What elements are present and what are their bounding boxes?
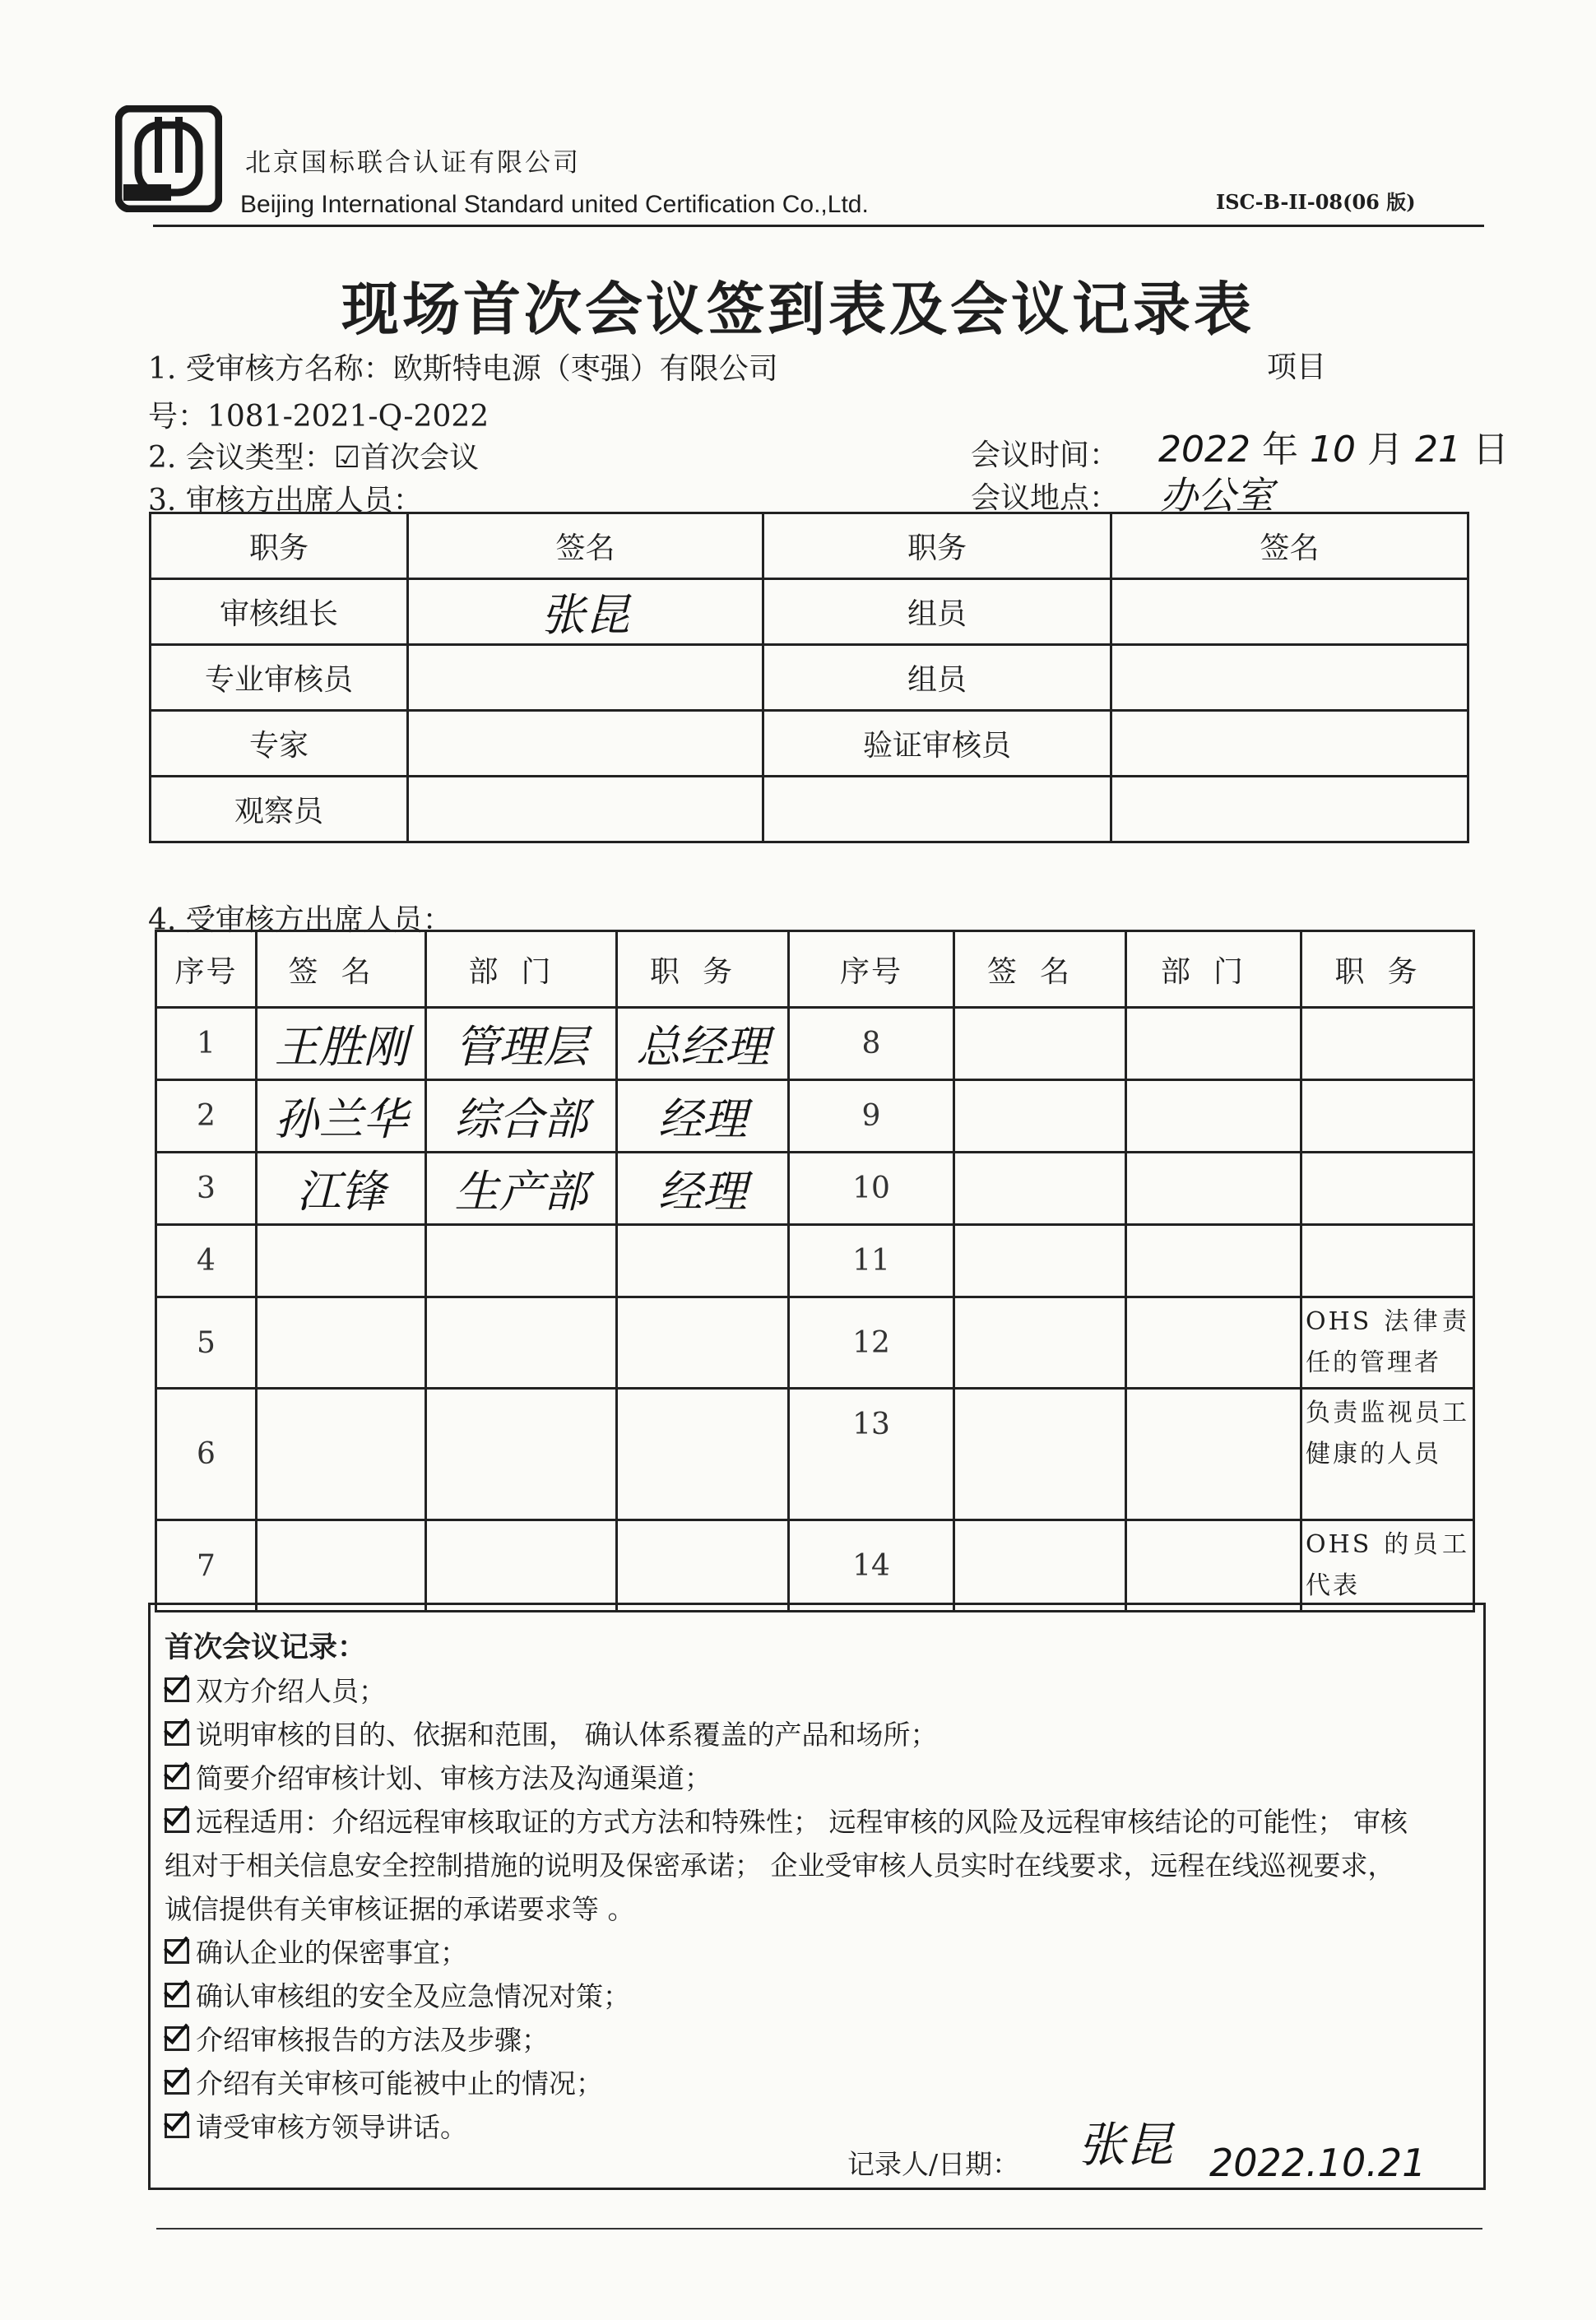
record-item-text: 远程适用：介绍远程审核取证的方式方法和特殊性； 远程审核的风险及远程审核结论的可能性； 审核 bbox=[196, 1806, 1408, 1838]
seq-cell: 2 bbox=[156, 1080, 257, 1153]
signature-cell bbox=[257, 1297, 426, 1389]
table-row bbox=[156, 1080, 1474, 1153]
signature-cell bbox=[408, 579, 763, 645]
seq-cell: 9 bbox=[789, 1080, 954, 1153]
record-item-text: 确认审核组的安全及应急情况对策； bbox=[196, 1980, 630, 2012]
record-item-continuation: 诚信提供有关审核证据的承诺要求等 。 bbox=[165, 1893, 635, 1925]
header-signature: 签名 bbox=[408, 513, 763, 579]
record-item-text: 请受审核方领导讲话。 bbox=[196, 2111, 467, 2143]
meeting-type-line: 2. 会议类型：☑首次会议 bbox=[148, 441, 480, 475]
checkbox-checked-icon bbox=[165, 2026, 189, 2051]
record-item-text: 说明审核的目的、依据和范围， 确认体系覆盖的产品和场所； bbox=[196, 1719, 938, 1751]
signature-cell bbox=[408, 777, 763, 842]
meeting-place-value: 办公室 bbox=[1160, 473, 1274, 517]
record-item-text: 介绍有关审核可能被中止的情况； bbox=[196, 2067, 603, 2100]
position-cell: OHS 的员工代表 bbox=[1301, 1520, 1474, 1612]
department-cell bbox=[1126, 1008, 1301, 1080]
signature-cell bbox=[1111, 645, 1468, 711]
position-cell bbox=[617, 1520, 789, 1612]
header-divider bbox=[153, 225, 1484, 227]
handwritten-position: 经理 bbox=[658, 1093, 747, 1145]
company-name-en: Beijing International Standard united Certification Co.,Ltd. bbox=[240, 191, 869, 218]
position-cell bbox=[1301, 1008, 1474, 1080]
month-unit: 月 bbox=[1366, 429, 1403, 471]
header-seq: 序号 bbox=[156, 931, 257, 1008]
company-logo bbox=[115, 105, 222, 212]
footer-divider bbox=[156, 2228, 1482, 2230]
record-item bbox=[165, 1757, 712, 1796]
signature-cell bbox=[954, 1297, 1126, 1389]
department-cell bbox=[1126, 1297, 1301, 1389]
meeting-place-label: 会议地点： bbox=[971, 481, 1120, 515]
record-item bbox=[165, 2106, 467, 2145]
signature-cell bbox=[257, 1389, 426, 1520]
department-cell bbox=[426, 1389, 617, 1520]
day-unit: 日 bbox=[1472, 429, 1509, 471]
header-position: 职务 bbox=[1301, 931, 1474, 1008]
checkbox-checked-icon bbox=[165, 2070, 189, 2095]
table-header-row bbox=[151, 513, 1468, 579]
meeting-year-value: 2022 bbox=[1158, 429, 1250, 471]
signature-cell bbox=[954, 1153, 1126, 1225]
seq-cell: 1 bbox=[156, 1008, 257, 1080]
record-item bbox=[165, 1975, 630, 2014]
table-row bbox=[156, 1297, 1474, 1389]
header-role: 职务 bbox=[151, 513, 408, 579]
checkbox-checked-icon bbox=[165, 1677, 189, 1702]
position-cell bbox=[617, 1389, 789, 1520]
signature-cell bbox=[954, 1080, 1126, 1153]
checkbox-checked-icon bbox=[165, 1721, 189, 1746]
table-row bbox=[156, 1153, 1474, 1225]
seq-cell: 4 bbox=[156, 1225, 257, 1297]
table-row bbox=[151, 777, 1468, 842]
record-item-continuation: 组对于相关信息安全控制措施的说明及保密承诺； 企业受审核人员实时在线要求，远程在线巡视要求， bbox=[165, 1849, 1395, 1882]
table-header-row bbox=[156, 931, 1474, 1008]
meeting-time-label: 会议时间： bbox=[971, 438, 1120, 472]
handwritten-signature: 张昆 bbox=[541, 589, 630, 641]
signature-cell bbox=[257, 1520, 426, 1612]
table-row bbox=[151, 645, 1468, 711]
handwritten-position: 经理 bbox=[658, 1166, 747, 1218]
department-cell bbox=[426, 1080, 617, 1153]
role-cell: 组员 bbox=[763, 579, 1111, 645]
position-cell bbox=[617, 1153, 789, 1225]
seq-cell: 5 bbox=[156, 1297, 257, 1389]
record-item bbox=[165, 1670, 386, 1709]
table-row bbox=[156, 1520, 1474, 1612]
checkbox-checked-icon bbox=[165, 1808, 189, 1833]
auditee-attendees-label: 4. 受审核方出席人员： bbox=[148, 903, 452, 937]
role-cell: 观察员 bbox=[151, 777, 408, 842]
seq-cell: 6 bbox=[156, 1389, 257, 1520]
signature-cell bbox=[408, 711, 763, 777]
seq-cell: 8 bbox=[789, 1008, 954, 1080]
header-signature: 签名 bbox=[1111, 513, 1468, 579]
department-cell bbox=[426, 1153, 617, 1225]
signature-cell bbox=[257, 1080, 426, 1153]
department-cell bbox=[426, 1008, 617, 1080]
signature-cell bbox=[257, 1225, 426, 1297]
department-cell bbox=[1126, 1225, 1301, 1297]
signature-cell bbox=[1111, 711, 1468, 777]
header-department: 部门 bbox=[1126, 931, 1301, 1008]
position-cell: OHS 法律责任的管理者 bbox=[1301, 1297, 1474, 1389]
auditee-attendance-table bbox=[155, 930, 1475, 1612]
handwritten-signature: 孙兰华 bbox=[274, 1093, 408, 1145]
seq-cell: 11 bbox=[789, 1225, 954, 1297]
record-item-text: 介绍审核报告的方法及步骤； bbox=[196, 2024, 549, 2056]
company-name-cn: 北京国标联合认证有限公司 bbox=[245, 148, 581, 178]
handwritten-signature: 王胜刚 bbox=[274, 1021, 408, 1073]
department-cell bbox=[426, 1520, 617, 1612]
recorder-signature: 张昆 bbox=[1078, 2117, 1174, 2173]
table-row bbox=[151, 579, 1468, 645]
position-cell bbox=[617, 1225, 789, 1297]
recorder-date: 2022.10.21 bbox=[1209, 2141, 1427, 2185]
record-item bbox=[165, 2019, 549, 2058]
form-code: ISC-B-II-08(06 版) bbox=[1216, 190, 1416, 214]
table-row bbox=[156, 1225, 1474, 1297]
meeting-time-year bbox=[1158, 420, 1509, 472]
document-title: 现场首次会议签到表及会议记录表 bbox=[341, 276, 1255, 343]
handwritten-department: 生产部 bbox=[454, 1166, 588, 1218]
auditor-attendance-table bbox=[149, 512, 1469, 843]
seq-cell: 14 bbox=[789, 1520, 954, 1612]
meeting-day-value: 21 bbox=[1414, 429, 1461, 471]
recorder-label: 记录人/日期： bbox=[847, 2148, 1020, 2180]
year-unit: 年 bbox=[1261, 429, 1298, 471]
header-department: 部门 bbox=[426, 931, 617, 1008]
seq-cell: 13 bbox=[789, 1389, 954, 1520]
seq-cell: 7 bbox=[156, 1520, 257, 1612]
auditor-attendees-label: 3. 审核方出席人员： bbox=[148, 484, 423, 517]
checkbox-checked-icon bbox=[165, 1765, 189, 1789]
handwritten-position: 总经理 bbox=[636, 1021, 769, 1073]
record-item-text: 双方介绍人员； bbox=[196, 1675, 386, 1707]
header-signature: 签名 bbox=[257, 931, 426, 1008]
signature-cell bbox=[257, 1153, 426, 1225]
position-cell bbox=[1301, 1153, 1474, 1225]
department-cell bbox=[1126, 1520, 1301, 1612]
department-cell bbox=[426, 1225, 617, 1297]
table-row bbox=[156, 1389, 1474, 1520]
department-cell bbox=[426, 1297, 617, 1389]
handwritten-department: 综合部 bbox=[454, 1093, 588, 1145]
role-cell: 专家 bbox=[151, 711, 408, 777]
handwritten-department: 管理层 bbox=[454, 1021, 588, 1073]
signature-cell bbox=[954, 1389, 1126, 1520]
signature-cell bbox=[954, 1008, 1126, 1080]
role-cell: 专业审核员 bbox=[151, 645, 408, 711]
seq-cell: 12 bbox=[789, 1297, 954, 1389]
role-cell: 审核组长 bbox=[151, 579, 408, 645]
signature-cell bbox=[954, 1520, 1126, 1612]
record-item bbox=[165, 1932, 467, 1970]
handwritten-signature: 江锋 bbox=[296, 1166, 386, 1218]
seq-cell: 3 bbox=[156, 1153, 257, 1225]
department-cell bbox=[1126, 1153, 1301, 1225]
auditee-name-line: 1. 受审核方名称：欧斯特电源（枣强）有限公司 bbox=[148, 352, 778, 386]
header-seq: 序号 bbox=[789, 931, 954, 1008]
position-cell bbox=[1301, 1080, 1474, 1153]
signature-cell bbox=[1111, 579, 1468, 645]
signature-cell bbox=[954, 1225, 1126, 1297]
record-item-text: 确认企业的保密事宜； bbox=[196, 1937, 467, 1969]
position-cell bbox=[617, 1008, 789, 1080]
department-cell bbox=[1126, 1080, 1301, 1153]
checkbox-checked-icon bbox=[165, 1983, 189, 2007]
table-row bbox=[156, 1008, 1474, 1080]
record-item-text: 简要介绍审核计划、审核方法及沟通渠道； bbox=[196, 1762, 712, 1794]
checkbox-checked-icon bbox=[165, 2114, 189, 2138]
position-cell bbox=[617, 1297, 789, 1389]
record-item bbox=[165, 1714, 938, 1752]
position-cell bbox=[1301, 1225, 1474, 1297]
checkbox-checked-icon bbox=[165, 1939, 189, 1964]
meeting-record-title: 首次会议记录： bbox=[165, 1631, 367, 1664]
project-number: 号：1081-2021-Q-2022 bbox=[148, 400, 489, 434]
record-item bbox=[165, 2062, 603, 2101]
signature-cell bbox=[257, 1008, 426, 1080]
signature-cell bbox=[408, 645, 763, 711]
signature-cell bbox=[1111, 777, 1468, 842]
seq-cell: 10 bbox=[789, 1153, 954, 1225]
header-position: 职务 bbox=[617, 931, 789, 1008]
department-cell bbox=[1126, 1389, 1301, 1520]
header-role: 职务 bbox=[763, 513, 1111, 579]
role-cell: 组员 bbox=[763, 645, 1111, 711]
role-cell bbox=[763, 777, 1111, 842]
record-item bbox=[165, 1801, 1408, 1840]
project-label: 项目 bbox=[1267, 350, 1327, 384]
position-cell bbox=[617, 1080, 789, 1153]
table-row bbox=[151, 711, 1468, 777]
role-cell: 验证审核员 bbox=[763, 711, 1111, 777]
meeting-month-value: 10 bbox=[1309, 429, 1356, 471]
position-cell: 负责监视员工健康的人员 bbox=[1301, 1389, 1474, 1520]
header-signature: 签名 bbox=[954, 931, 1126, 1008]
